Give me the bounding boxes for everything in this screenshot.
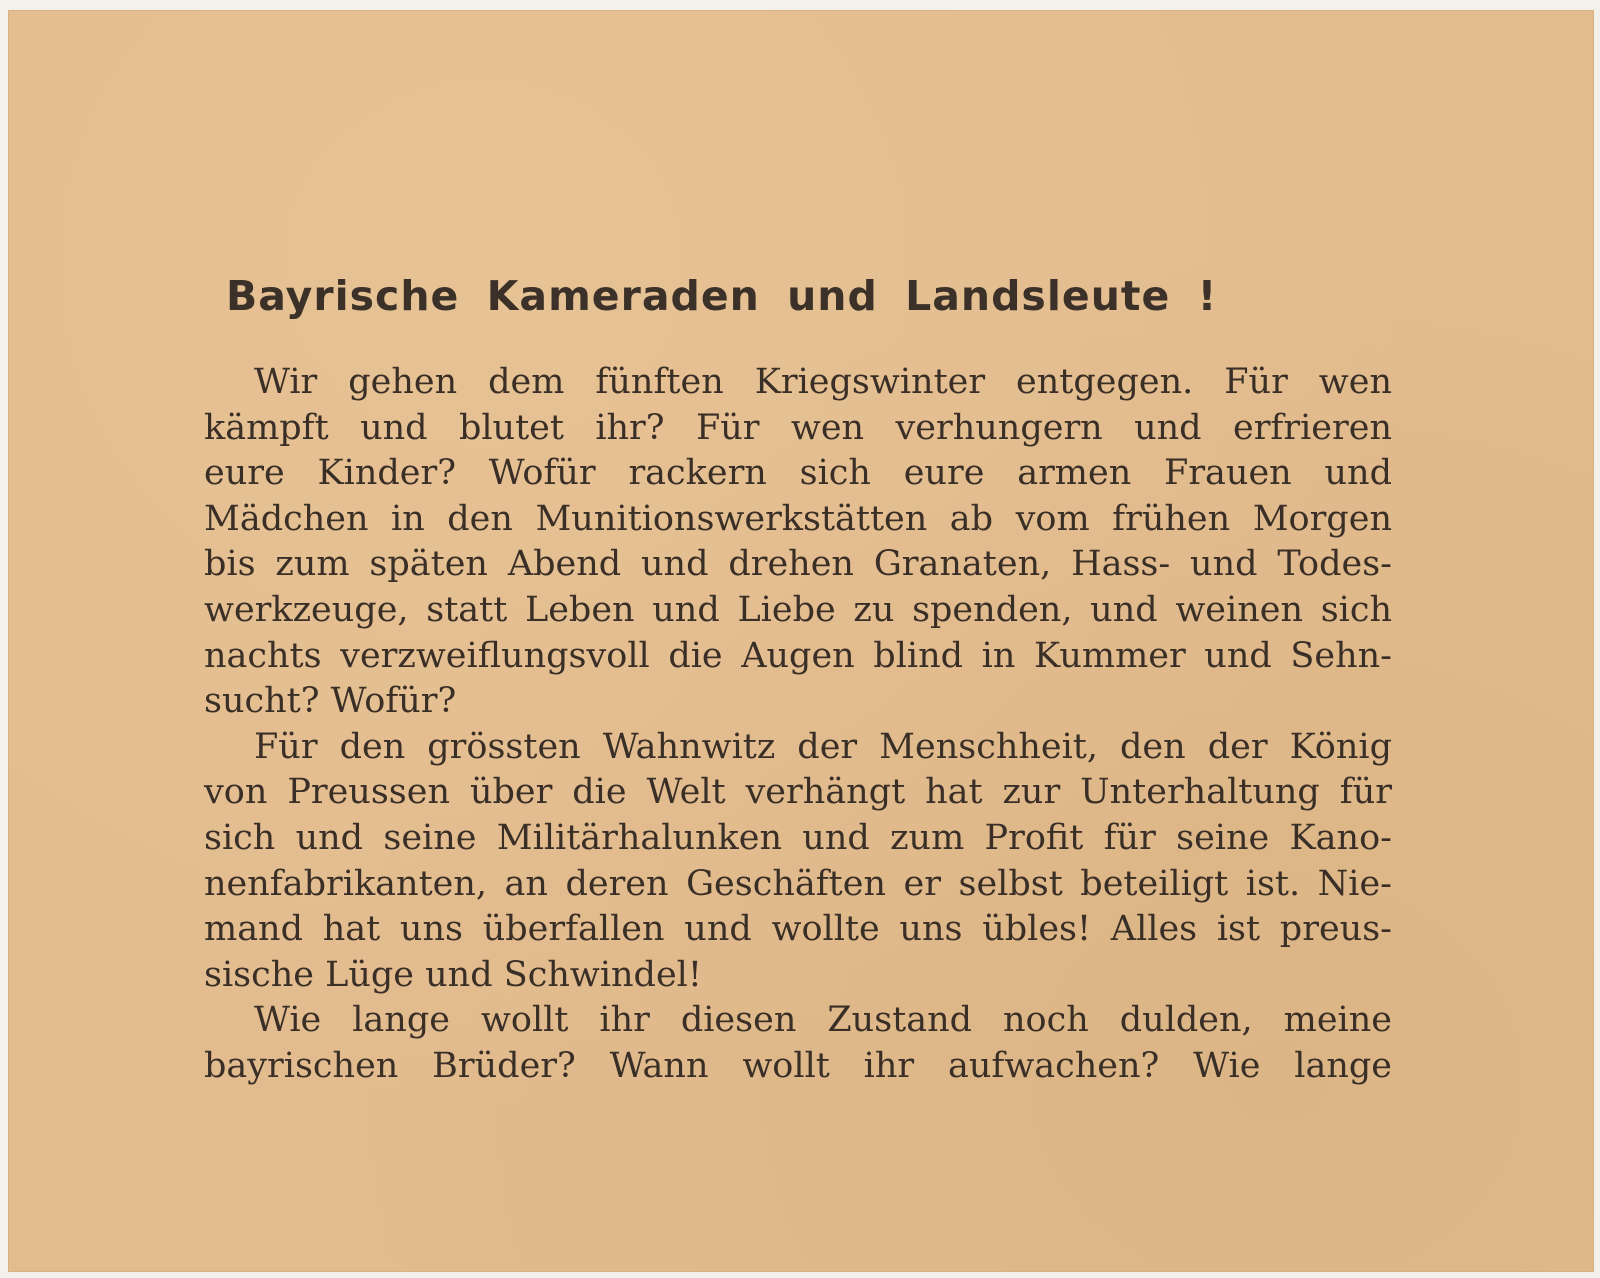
text-line: von Preussen über die Welt verhängt hat zur Unterhaltung für <box>204 772 1392 813</box>
text-line: sische Lüge und Schwindel! <box>204 954 702 995</box>
paragraph-2 <box>204 725 1392 999</box>
text-line: sucht? Wofür? <box>204 681 457 722</box>
text-line: sich und seine Militärhalunken und zum Profit für seine Kano- <box>204 817 1392 858</box>
leaflet-body <box>204 360 1392 1090</box>
paragraph-1 <box>204 360 1392 725</box>
paragraph-3 <box>204 998 1392 1089</box>
text-line: kämpft und blutet ihr? Für wen verhungern und erfrieren <box>204 407 1392 448</box>
text-line: mand hat uns überfallen und wollte uns übles! Alles ist preus- <box>204 909 1392 950</box>
leaflet-title: Bayrische Kameraden und Landsleute ! <box>226 272 1218 320</box>
text-line: Für den grössten Wahnwitz der Menschheit, den der König <box>254 726 1392 767</box>
text-line: Wie lange wollt ihr diesen Zustand noch dulden, meine <box>254 1000 1392 1041</box>
text-line: eure Kinder? Wofür rackern sich eure armen Frauen und <box>204 453 1392 494</box>
text-line: bayrischen Brüder? Wann wollt ihr aufwachen? Wie lange <box>204 1045 1392 1086</box>
text-line: werkzeuge, statt Leben und Liebe zu spenden, und weinen sich <box>204 589 1392 630</box>
text-line: bis zum späten Abend und drehen Granaten, Hass- und Todes- <box>204 544 1392 585</box>
text-line: nachts verzweiflungsvoll die Augen blind in Kummer und Sehn- <box>204 635 1392 676</box>
text-line: Wir gehen dem fünften Kriegswinter entgegen. Für wen <box>254 362 1392 402</box>
leaflet-page <box>8 10 1594 1272</box>
text-line: nenfabrikanten, an deren Geschäften er selbst beteiligt ist. Nie- <box>204 863 1392 904</box>
text-line: Mädchen in den Munitionswerkstätten ab vom frühen Morgen <box>204 498 1392 539</box>
